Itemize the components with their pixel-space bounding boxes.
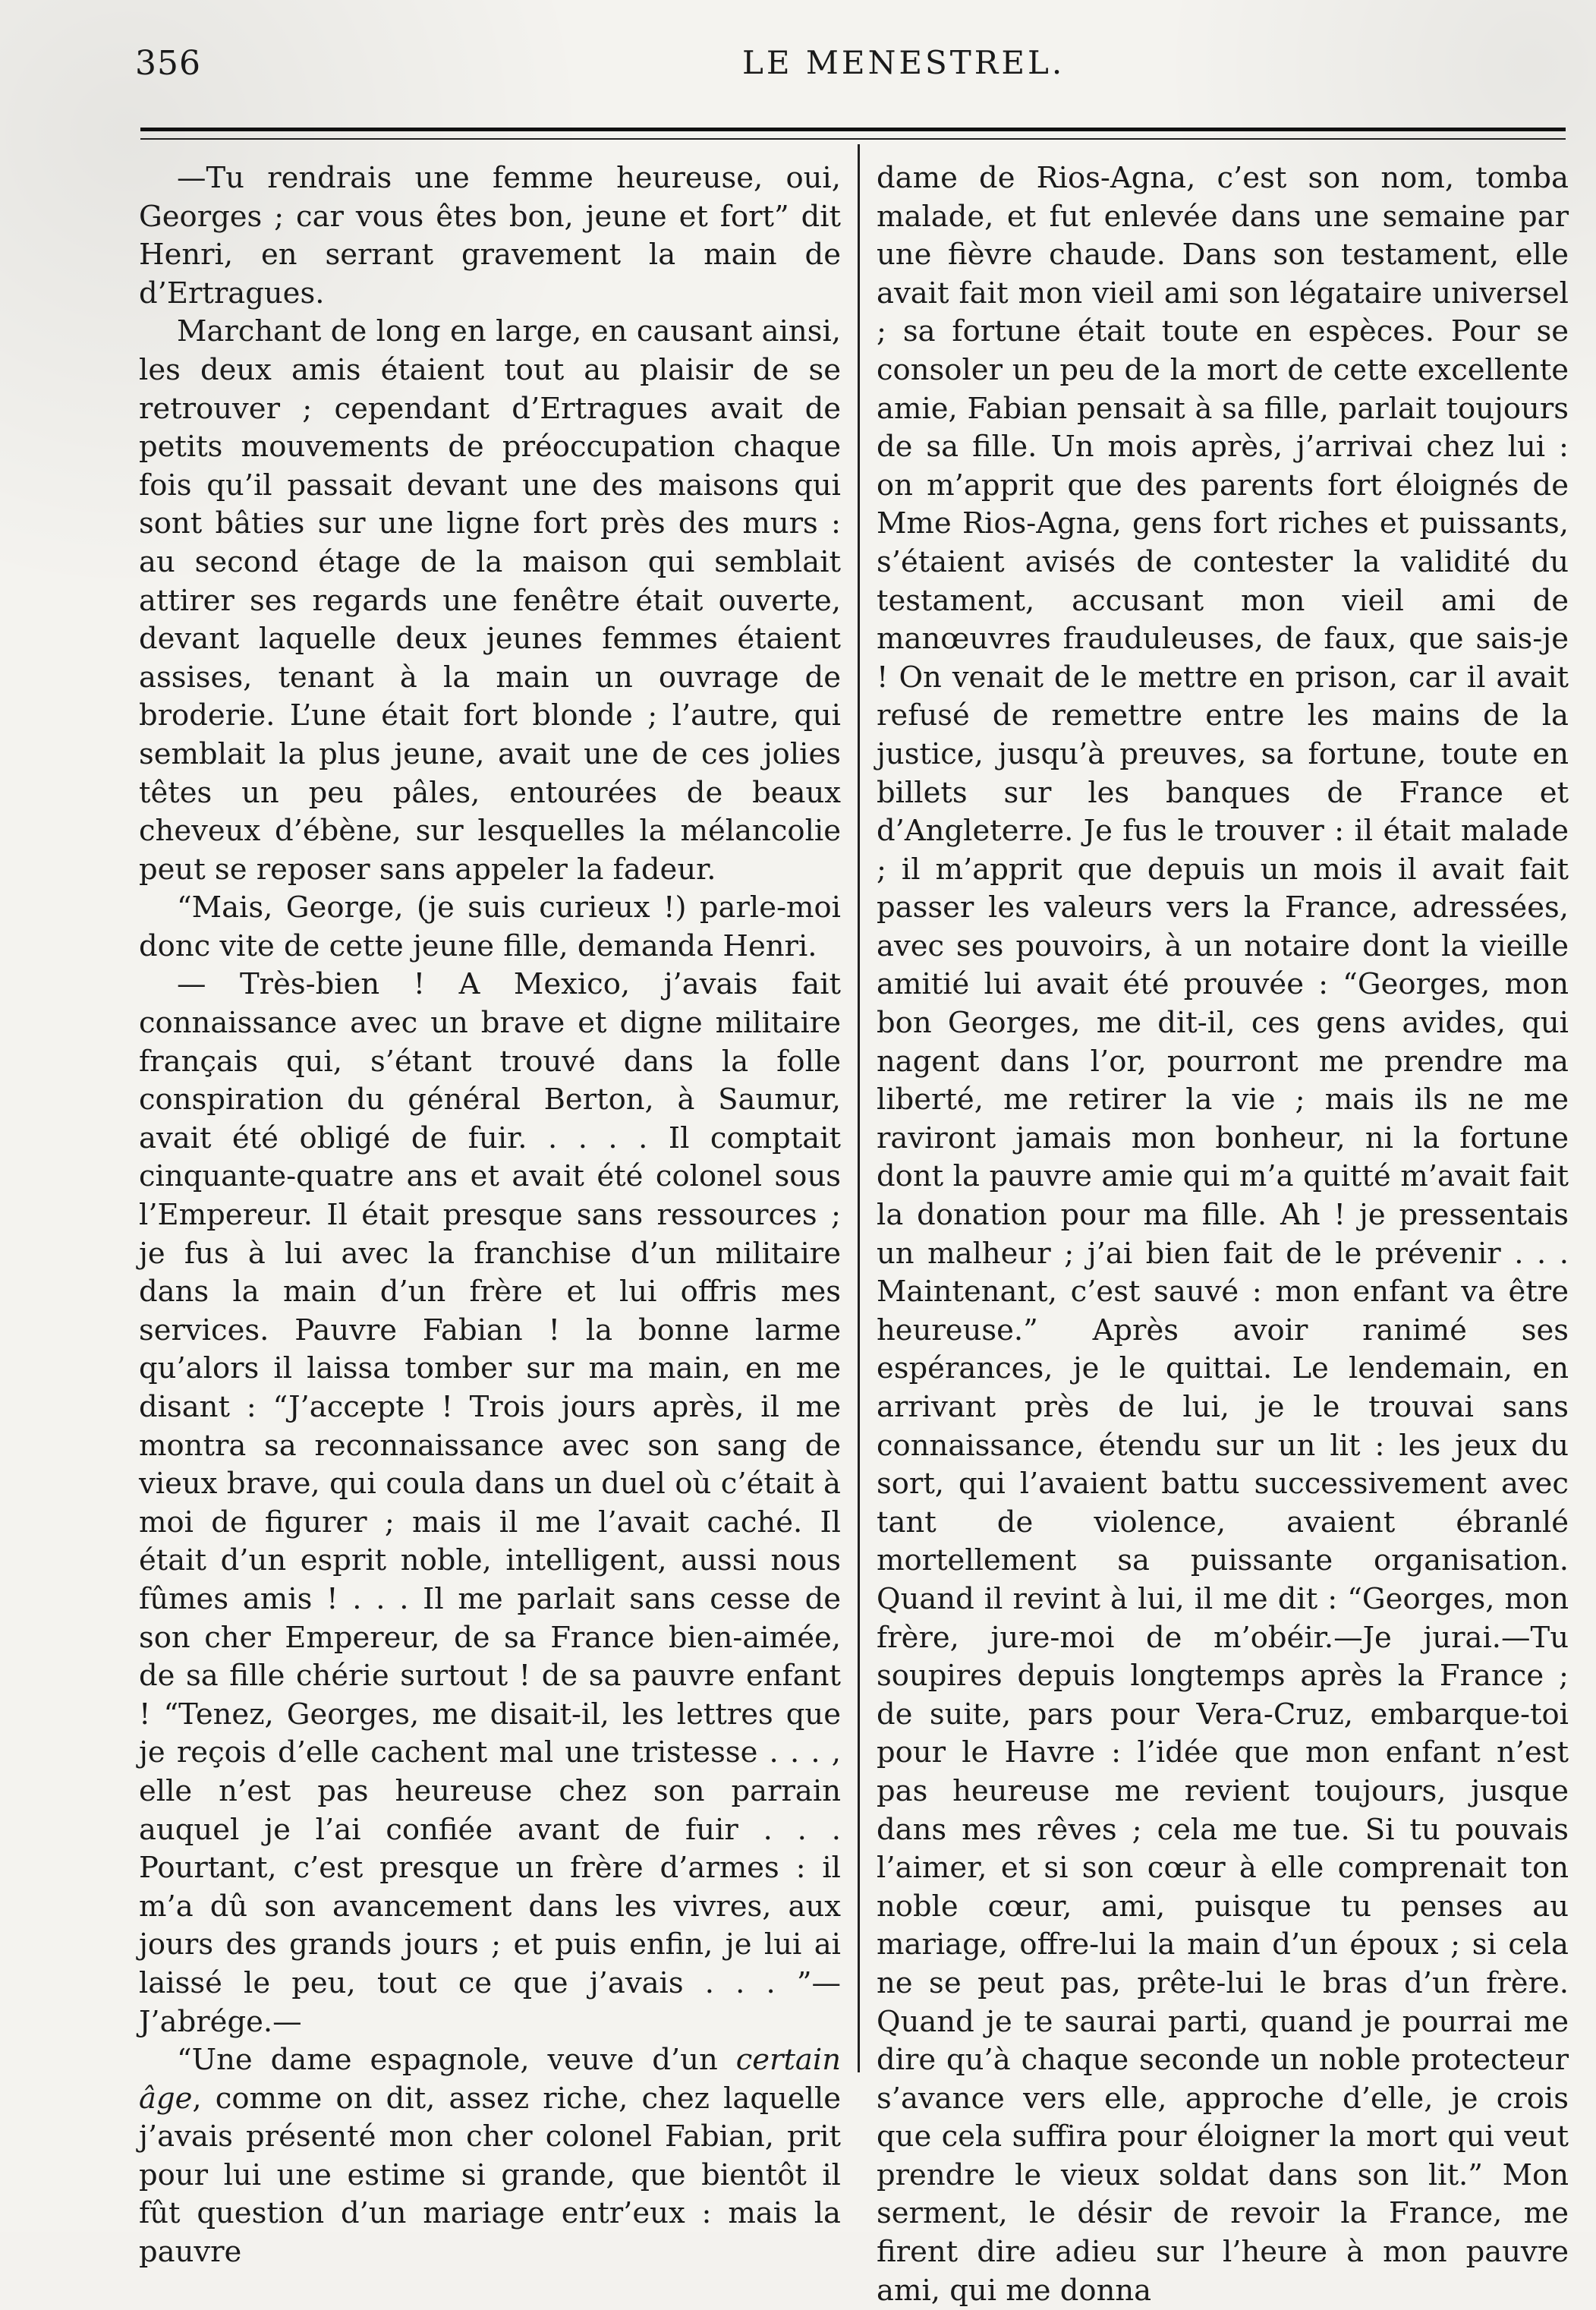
header-rule-thick (140, 128, 1566, 131)
right-column (877, 159, 1569, 2310)
left-column (139, 159, 841, 2272)
page-header (135, 36, 1566, 90)
italic-phrase: certain âge (139, 2043, 841, 2116)
paragraph: — Très-bien ! A Mexico, j’avais fait connaissance avec un brave et digne militaire français qui, s’étant trouvé dans la folle conspiration du général Berton, à Saumur, avait été obligé de fuir. . . . . Il comptait cinquante-quatre ans et avait été colonel sous l’Empereur. Il était presque sans ressources ; je fus à lui avec la franchise d’un militaire dans la main d’un frère et lui offris mes services. Pauvre Fabian ! la bonne larme qu’alors il laissa tomber sur ma main, en me disant : “J’accepte ! Trois jours après, il me montra sa reconnaissance avec son sang de vieux brave, qui coula dans un duel où c’était à moi de figurer ; mais il me l’avait caché. Il était d’un esprit noble, intelligent, aussi nous fûmes amis ! . . . Il me parlait sans cesse de son cher Empereur, de sa France bien-aimée, de sa fille chérie surtout ! de sa pauvre enfant ! “Tenez, Georges, me disait-il, les lettres que je reçois d’elle cachent mal une tristesse . . . , elle n’est pas heureuse chez son parrain auquel je l’ai confiée avant de fuir . . . Pourtant, c’est presque un frère d’armes : il m’a dû son avancement dans les vivres, aux jours des grands jours ; et puis enfin, je lui ai laissé le peu, tout ce que j’avais . . . ”—J’abrége.— (139, 967, 841, 2039)
paragraph-text: , comme on dit, assez riche, chez laquelle j’avais présenté mon cher colonel Fabian, prit pour lui une estime si grande, que bientôt il fût question d’un mariage entr’eux : mais la pauvre (139, 2081, 841, 2270)
header-rule-thin (140, 138, 1566, 140)
paragraph: dame de Rios-Agna, c’est son nom, tomba malade, et fut enlevée dans une semaine par une fièvre chaude. Dans son testament, elle avait fait mon vieil ami son légataire universel ; sa fortune était toute en espèces. Pour se consoler un peu de la mort de cette excellente amie, Fabian pensait à sa fille, parlait toujours de sa fille. Un mois après, j’arrivai chez lui : on m’apprit que des parents fort éloignés de Mme Rios-Agna, gens fort riches et puissants, s’étaient avisés de contester la validité du testament, accusant mon vieil ami de manœuvres frauduleuses, de faux, que sais-je ! On venait de le mettre en prison, car il avait refusé de remettre entre les mains de la justice, jusqu’à preuves, sa fortune, toute en billets sur les banques de France et d’Angleterre. Je fus le trouver : il était malade ; il m’apprit que depuis un mois il avait fait passer les valeurs vers la France, adressées, avec ses pouvoirs, à un notaire dont la vieille amitié lui avait été prouvée : “Georges, mon bon Georges, me dit-il, ces gens avides, qui nagent dans l’or, pourront me prendre ma liberté, me retirer la vie ; mais ils ne me raviront jamais mon bonheur, ni la fortune dont la pauvre amie qui m’a quitté m’avait fait la donation pour ma fille. Ah ! je pressentais un malheur ; j’ai bien fait de le prévenir . . . Maintenant, c’est sauvé : mon enfant va être heureuse.” Après avoir ranimé ses espérances, je le quittai. Le lendemain, en arrivant près de lui, je le trouvai sans connaissance, étendu sur un lit : les jeux du sort, qui l’avaient battu successivement avec tant de violence, avaient ébranlé mortellement sa puissante organisation. Quand il revint à lui, il me dit : “Georges, mon frère, jure-moi de m’obéir.—Je jurai.—Tu soupires depuis longtemps après la France ; de suite, pars pour Vera-Cruz, embarque-toi pour le Havre : l’idée que mon enfant n’est pas heureuse me revient toujours, jusque dans mes rêves ; cela me tue. Si tu pouvais l’aimer, et si son cœur à elle comprenait ton noble cœur, ami, puisque tu penses au mariage, offre-lui la main d’un époux ; si cela ne se peut pas, prête-lui le bras d’un frère. Quand je te saurai parti, quand je pourrai me dire qu’à chaque seconde un noble protecteur s’avance vers elle, approche d’elle, je crois que cela suffira pour éloigner la mort qui veut prendre le vieux soldat dans son lit.” Mon serment, le désir de revoir la France, me firent dire adieu sur l’heure à mon pauvre ami, qui me donna (877, 161, 1569, 2308)
paragraph (139, 2041, 841, 2272)
paragraph: —Tu rendrais une femme heureuse, oui, Georges ; car vous êtes bon, jeune et fort” dit Henri, en serrant gravement la main de d’Ertragues. (139, 161, 841, 310)
paragraph: Marchant de long en large, en causant ainsi, les deux amis étaient tout au plaisir de se retrouver ; cependant d’Ertragues avait de petits mouvements de préoccupation chaque fois qu’il passait devant une des maisons qui sont bâties sur une ligne fort près des murs : au second étage de la maison qui semblait attirer ses regards une fenêtre était ouverte, devant laquelle deux jeunes femmes étaient assises, tenant à la main un ouvrage de broderie. L’une était fort blonde ; l’autre, qui semblait la plus jeune, avait une de ces jolies têtes un peu pâles, entourées de beaux cheveux d’ébène, sur lesquelles la mélancolie peut se reposer sans appeler la fadeur. (139, 314, 841, 887)
column-divider (858, 144, 860, 2072)
page-number: 356 (135, 44, 201, 83)
paragraph-text: “Une dame espagnole, veuve d’un (177, 2043, 736, 2078)
running-title: LE MENESTREL. (742, 44, 1066, 81)
paragraph: “Mais, George, (je suis curieux !) parle-moi donc vite de cette jeune fille, demanda Henri. (139, 890, 841, 963)
